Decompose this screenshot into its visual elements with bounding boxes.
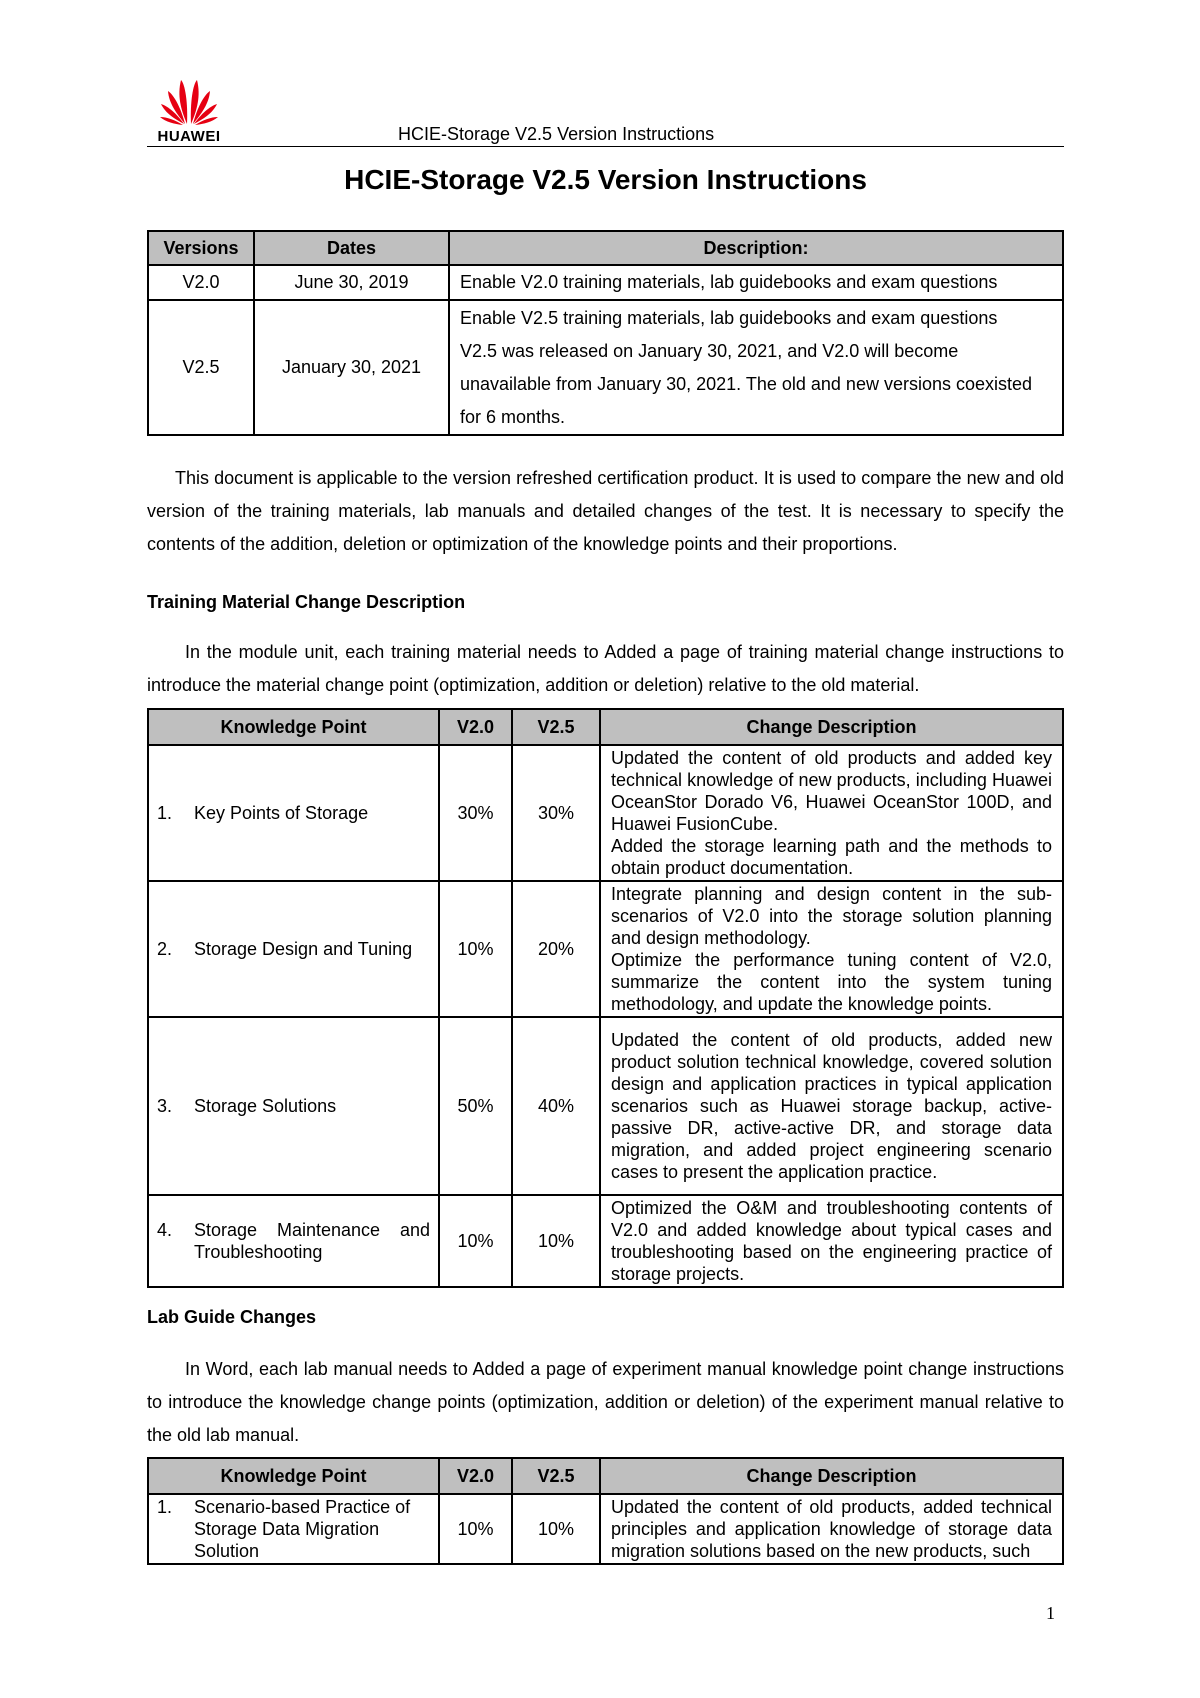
training-changes-table xyxy=(147,708,1064,1288)
v20-cell: 10% xyxy=(439,1195,512,1287)
versions-table xyxy=(147,230,1064,436)
knowledge-point-label: Storage Solutions xyxy=(194,1096,337,1116)
table-row xyxy=(148,265,1063,300)
column-header: Dates xyxy=(254,231,449,265)
lab-changes-table xyxy=(147,1457,1064,1565)
item-number: 3. xyxy=(157,1096,173,1116)
table-row xyxy=(148,1494,1063,1564)
change-line: Added the storage learning path and the methods to obtain product documentation. xyxy=(611,836,1052,878)
v20-cell: 50% xyxy=(439,1017,512,1195)
description-cell xyxy=(449,300,1063,435)
header-title: HCIE-Storage V2.5 Version Instructions xyxy=(398,124,715,144)
item-number: 1. xyxy=(157,1497,173,1517)
document-title: HCIE-Storage V2.5 Version Instructions xyxy=(344,164,867,195)
knowledge-point-cell xyxy=(148,1195,439,1287)
change-line: Optimized the O&M and troubleshooting contents of V2.0 and added knowledge about typical cases and troubleshooting based on the engineering practice of storage projects. xyxy=(611,1198,1052,1284)
column-header: Change Description xyxy=(600,1458,1063,1494)
change-description-cell xyxy=(600,1195,1063,1287)
logo-wordmark: HUAWEI xyxy=(157,128,221,145)
change-description-cell xyxy=(600,745,1063,881)
table-row xyxy=(148,881,1063,1017)
page-number: 1 xyxy=(1046,1603,1055,1623)
version-cell: V2.5 xyxy=(148,300,254,435)
table-row xyxy=(148,745,1063,881)
v25-cell: 10% xyxy=(512,1494,600,1564)
v20-cell: 10% xyxy=(439,881,512,1017)
training-paragraph: In the module unit, each training material needs to Added a page of training material change instructions to introduce the material change point (optimization, addition or deletion) relative to the old material. xyxy=(147,642,1064,695)
change-line: Updated the content of old products, added technical principles and application knowledge of storage data migration solutions based on the new products, such xyxy=(611,1497,1052,1561)
table-row xyxy=(148,1017,1063,1195)
knowledge-point-cell xyxy=(148,881,439,1017)
lab-paragraph: In Word, each lab manual needs to Added a page of experiment manual knowledge point change instructions to introduce the knowledge change points (optimization, addition or deletion) of the experiment manual relative to the old lab manual. xyxy=(147,1359,1064,1445)
change-line: Updated the content of old products and added key technical knowledge of new products, including Huawei OceanStor Dorado V6, Huawei OceanStor 100D, and Huawei FusionCube. xyxy=(611,748,1052,834)
knowledge-point-cell xyxy=(148,1017,439,1195)
huawei-logo xyxy=(147,74,231,146)
item-number: 1. xyxy=(157,803,173,823)
version-cell: V2.0 xyxy=(148,265,254,300)
column-header: Description: xyxy=(449,231,1063,265)
v25-cell: 10% xyxy=(512,1195,600,1287)
description-line: Enable V2.5 training materials, lab guidebooks and exam questions xyxy=(460,307,998,328)
item-number: 2. xyxy=(157,939,173,959)
description-line: V2.5 was released on January 30, 2021, and V2.0 will become unavailable from January 30, 2021. The old and new versions coexisted for 6 months. xyxy=(460,340,1033,427)
huawei-flower-icon xyxy=(159,74,219,126)
knowledge-point-label: Key Points of Storage xyxy=(194,803,369,823)
column-header: V2.5 xyxy=(512,1458,600,1494)
knowledge-point-label: Storage Maintenance and Troubleshooting xyxy=(194,1220,430,1262)
description-line: Enable V2.0 training materials, lab guidebooks and exam questions xyxy=(460,272,998,292)
table-row xyxy=(148,300,1063,435)
v25-cell: 30% xyxy=(512,745,600,881)
column-header: V2.0 xyxy=(439,1458,512,1494)
v20-cell: 10% xyxy=(439,1494,512,1564)
column-header: V2.5 xyxy=(512,709,600,745)
column-header: Knowledge Point xyxy=(148,1458,439,1494)
knowledge-point-cell xyxy=(148,1494,439,1564)
column-header: Change Description xyxy=(600,709,1063,745)
knowledge-point-label: Storage Design and Tuning xyxy=(194,939,413,959)
description-cell xyxy=(449,265,1063,300)
change-line: Integrate planning and design content in the sub-scenarios of V2.0 into the storage solution planning and design methodology. xyxy=(611,884,1052,948)
table-header-row xyxy=(148,1458,1063,1494)
column-header: V2.0 xyxy=(439,709,512,745)
knowledge-point-cell xyxy=(148,745,439,881)
column-header: Versions xyxy=(148,231,254,265)
change-description-cell xyxy=(600,1017,1063,1195)
column-header: Knowledge Point xyxy=(148,709,439,745)
section-heading-training: Training Material Change Description xyxy=(147,592,466,612)
table-header-row xyxy=(148,231,1063,265)
date-cell: June 30, 2019 xyxy=(254,265,449,300)
table-header-row xyxy=(148,709,1063,745)
v25-cell: 40% xyxy=(512,1017,600,1195)
page-header xyxy=(147,74,1064,147)
table-row xyxy=(148,1195,1063,1287)
section-heading-lab: Lab Guide Changes xyxy=(147,1307,317,1327)
change-line: Optimize the performance tuning content of V2.0, summarize the content into the system tuning methodology, and update the knowledge points. xyxy=(611,950,1052,1014)
item-number: 4. xyxy=(157,1220,173,1240)
knowledge-point-label: Scenario-based Practice of Storage Data Migration Solution xyxy=(194,1497,411,1561)
v20-cell: 30% xyxy=(439,745,512,881)
change-description-cell xyxy=(600,881,1063,1017)
date-cell: January 30, 2021 xyxy=(254,300,449,435)
v25-cell: 20% xyxy=(512,881,600,1017)
change-line: Updated the content of old products, added new product solution technical knowledge, covered solution design and application practices in typical application scenarios such as Huawei storage backup, active-passive DR, active-active DR, and storage data migration, and added project engineering scenario cases to present the application practice. xyxy=(611,1030,1052,1182)
change-description-cell xyxy=(600,1494,1063,1564)
intro-paragraph: This document is applicable to the version refreshed certification product. It is used to compare the new and old version of the training materials, lab manuals and detailed changes of the test. It is necessary to specify the contents of the addition, deletion or optimization of the knowledge points and their proportions. xyxy=(147,468,1064,554)
